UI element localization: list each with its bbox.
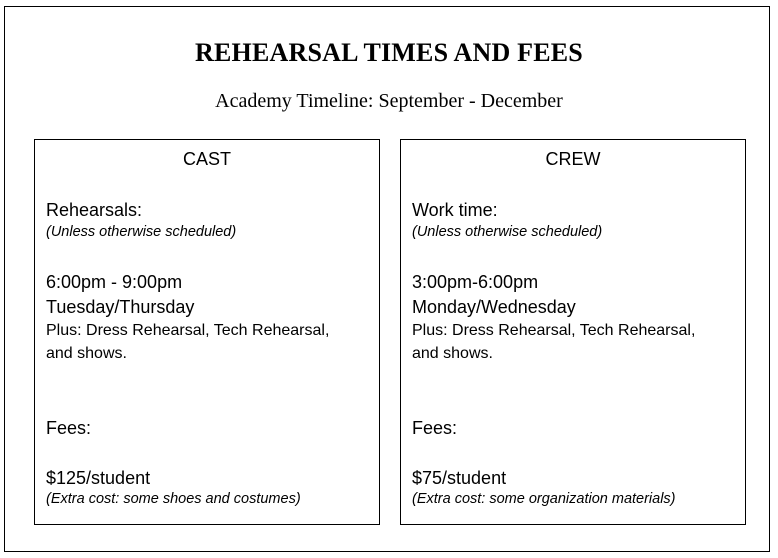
cast-time: 6:00pm - 9:00pm bbox=[46, 272, 183, 292]
cast-days: Tuesday/Thursday bbox=[46, 297, 195, 317]
crew-plus-line-2: and shows. bbox=[412, 345, 493, 362]
cast-plus-line-1: Plus: Dress Rehearsal, Tech Rehearsal, bbox=[46, 322, 330, 339]
crew-schedule-note: (Unless otherwise scheduled) bbox=[412, 224, 603, 240]
cast-fee-note: (Extra cost: some shoes and costumes) bbox=[46, 491, 301, 507]
crew-days: Monday/Wednesday bbox=[412, 297, 576, 317]
page-title: REHEARSAL TIMES AND FEES bbox=[195, 38, 583, 67]
crew-box bbox=[400, 139, 746, 525]
cast-fee: $125/student bbox=[46, 468, 151, 488]
cast-schedule-label: Rehearsals: bbox=[46, 200, 143, 220]
crew-time: 3:00pm-6:00pm bbox=[412, 272, 539, 292]
crew-fees-label: Fees: bbox=[412, 418, 458, 438]
cast-plus-line-2: and shows. bbox=[46, 345, 127, 362]
crew-fee: $75/student bbox=[412, 468, 507, 488]
cast-schedule-note: (Unless otherwise scheduled) bbox=[46, 224, 237, 240]
crew-schedule-label: Work time: bbox=[412, 200, 498, 220]
crew-plus-line-1: Plus: Dress Rehearsal, Tech Rehearsal, bbox=[412, 322, 696, 339]
page-subtitle: Academy Timeline: September - December bbox=[215, 90, 563, 112]
crew-heading: CREW bbox=[545, 149, 601, 169]
cast-fees-label: Fees: bbox=[46, 418, 92, 438]
cast-heading: CAST bbox=[182, 149, 231, 169]
crew-fee-note: (Extra cost: some organization materials) bbox=[412, 491, 676, 507]
cast-box bbox=[34, 139, 380, 525]
